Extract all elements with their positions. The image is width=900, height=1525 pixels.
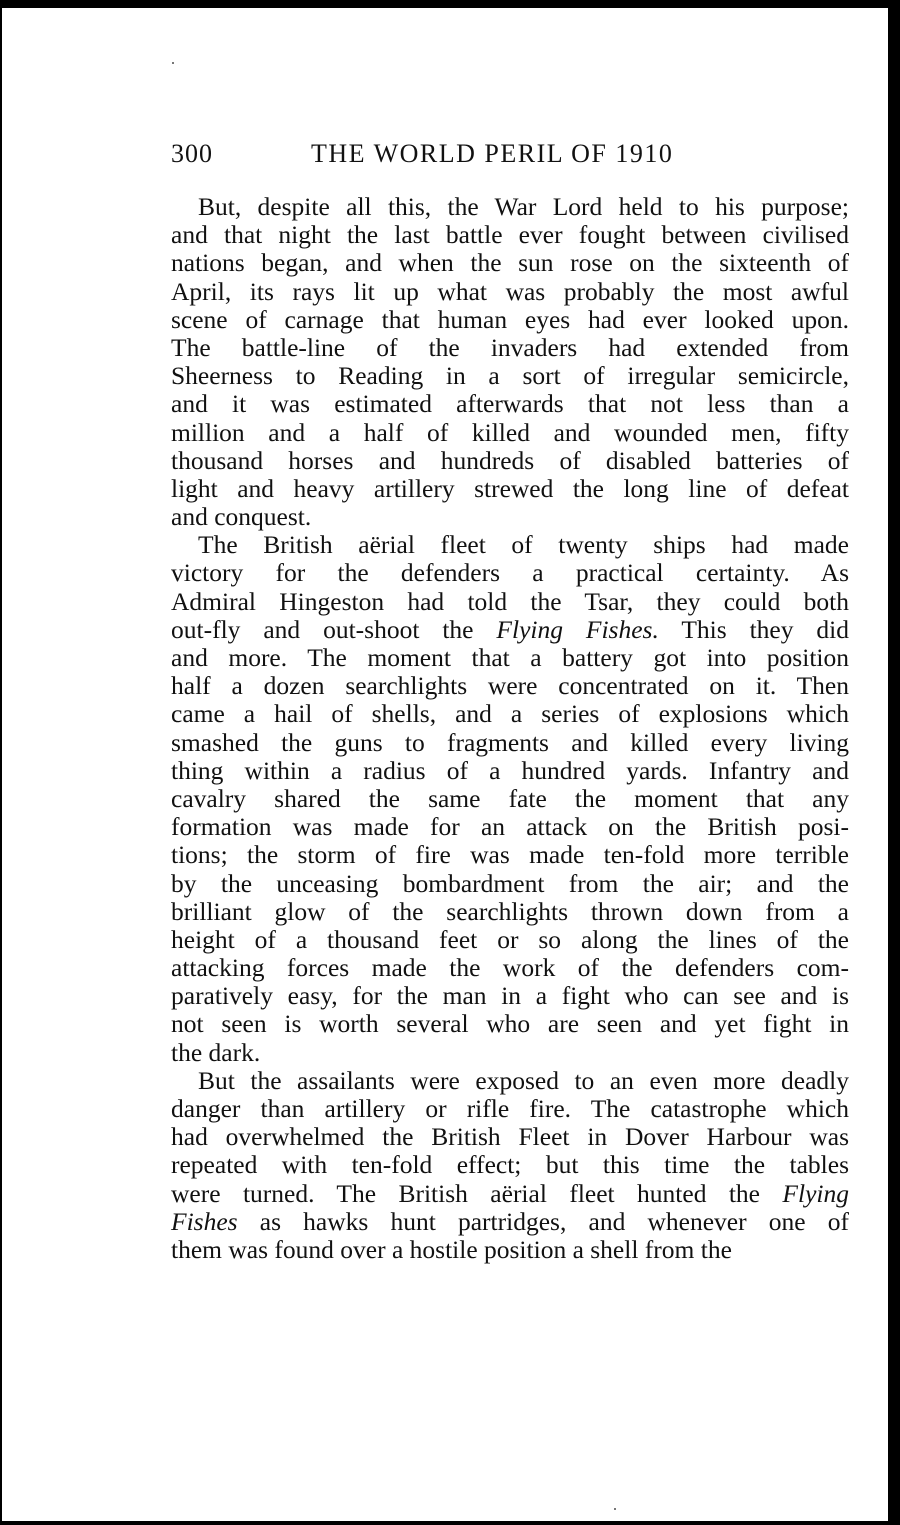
text-segment: as hawks hunt partridges, and whenever one of	[237, 1206, 849, 1236]
running-title: THE WORLD PERIL OF 1910	[311, 139, 674, 168]
text-segment: half a dozen searchlights were concentrated on it. Then	[171, 671, 849, 701]
text-line	[171, 616, 849, 644]
text-line	[171, 672, 849, 700]
text-segment: victory for the defenders a practical certainty. As	[171, 558, 849, 588]
body-text	[171, 193, 849, 1264]
text-line	[171, 249, 849, 277]
text-line	[171, 954, 849, 982]
text-segment: brilliant glow of the searchlights thrown down from a	[171, 896, 849, 926]
text-segment: But, despite all this, the War Lord held to his purpose;	[198, 192, 849, 221]
paragraph	[171, 193, 849, 531]
text-line	[171, 1095, 849, 1123]
text-segment: thing within a radius of a hundred yards. Infantry and	[171, 755, 849, 785]
scan-border-right	[888, 0, 900, 1525]
text-segment: thousand horses and hundreds of disabled batteries of	[171, 445, 849, 475]
text-line	[171, 1151, 849, 1179]
italic-text: Flying Fishes.	[496, 614, 659, 644]
text-line	[171, 1039, 849, 1067]
paragraph	[171, 531, 849, 1067]
text-segment: the dark.	[171, 1037, 261, 1067]
text-segment: Sheerness to Reading in a sort of irregular semicircle,	[171, 361, 849, 391]
text-segment: height of a thousand feet or so along the lines of the	[171, 924, 849, 954]
italic-text: Flying	[782, 1178, 849, 1208]
text-segment: tions; the storm of fire was made ten-fold more terrible	[171, 840, 849, 870]
text-segment: and that night the last battle ever fought between civilised	[171, 220, 849, 250]
running-head	[171, 139, 851, 173]
text-segment: light and heavy artillery strewed the long line of defeat	[171, 473, 849, 503]
text-line	[171, 588, 849, 616]
text-segment: repeated with ten-fold effect; but this time the tables	[171, 1150, 849, 1180]
text-segment: out-fly and out-shoot the	[171, 614, 497, 644]
page-number: 300	[171, 139, 213, 168]
text-segment: had overwhelmed the British Fleet in Dover Harbour was	[171, 1122, 849, 1152]
text-line	[171, 982, 849, 1010]
scan-border-left	[0, 0, 2, 1525]
text-line	[171, 278, 849, 306]
text-line	[171, 757, 849, 785]
text-segment: came a hail of shells, and a series of explosions which	[171, 699, 849, 729]
text-line	[171, 362, 849, 390]
text-segment: Admiral Hingeston had told the Tsar, they could both	[171, 586, 849, 616]
text-segment: This they did	[658, 614, 849, 644]
text-segment: and more. The moment that a battery got into position	[171, 643, 849, 672]
text-segment: them was found over a hostile position a shell from the	[171, 1234, 732, 1264]
scan-speck	[614, 1508, 616, 1510]
text-line	[171, 926, 849, 954]
text-line	[171, 729, 849, 757]
scan-speck	[172, 62, 174, 64]
text-line	[171, 700, 849, 728]
text-segment: were turned. The British aërial fleet hunted the	[171, 1178, 783, 1208]
text-line	[171, 221, 849, 249]
text-segment: But the assailants were exposed to an even more deadly	[198, 1065, 849, 1095]
paragraph	[171, 1067, 849, 1264]
text-segment: paratively easy, for the man in a fight who can see and is	[171, 981, 849, 1011]
text-segment: by the unceasing bombardment from the air; and the	[171, 868, 849, 898]
text-line	[171, 390, 849, 418]
text-line	[171, 841, 849, 869]
text-line	[171, 1010, 849, 1038]
text-line	[171, 334, 849, 362]
text-segment: formation was made for an attack on the British posi-	[171, 812, 849, 842]
text-line	[171, 475, 849, 503]
text-segment: and conquest.	[171, 502, 312, 532]
text-segment: not seen is worth several who are seen and yet fight in	[171, 1009, 849, 1039]
italic-text: Fishes	[171, 1206, 238, 1236]
text-line	[171, 1067, 849, 1095]
text-segment: nations began, and when the sun rose on the sixteenth of	[171, 248, 849, 278]
text-segment: danger than artillery or rifle fire. The catastrophe which	[171, 1094, 849, 1123]
text-line	[171, 813, 849, 841]
text-line	[171, 870, 849, 898]
text-segment: scene of carnage that human eyes had ever looked upon.	[171, 304, 849, 334]
text-segment: smashed the guns to fragments and killed every living	[171, 727, 849, 757]
text-line	[171, 1123, 849, 1151]
text-line	[171, 559, 849, 587]
text-segment: The battle-line of the invaders had extended from	[171, 332, 849, 362]
scan-border-top	[0, 0, 900, 8]
text-line	[171, 419, 849, 447]
text-line	[171, 1236, 849, 1264]
scan-border-bottom	[0, 1521, 900, 1525]
text-segment: The British aërial fleet of twenty ships had made	[198, 530, 849, 560]
text-segment: attacking forces made the work of the defenders com-	[171, 953, 849, 983]
text-line	[171, 785, 849, 813]
text-line	[171, 306, 849, 334]
text-line	[171, 193, 849, 221]
text-line	[171, 1180, 849, 1208]
text-line	[171, 644, 849, 672]
text-segment: and it was estimated afterwards that not less than a	[171, 389, 849, 419]
text-line	[171, 447, 849, 475]
text-segment: April, its rays lit up what was probably the most awful	[171, 276, 849, 306]
text-segment: million and a half of killed and wounded men, fifty	[171, 417, 849, 447]
text-line	[171, 1208, 849, 1236]
text-line	[171, 531, 849, 559]
text-segment: cavalry shared the same fate the moment that any	[171, 783, 849, 813]
text-line	[171, 898, 849, 926]
text-line	[171, 503, 849, 531]
